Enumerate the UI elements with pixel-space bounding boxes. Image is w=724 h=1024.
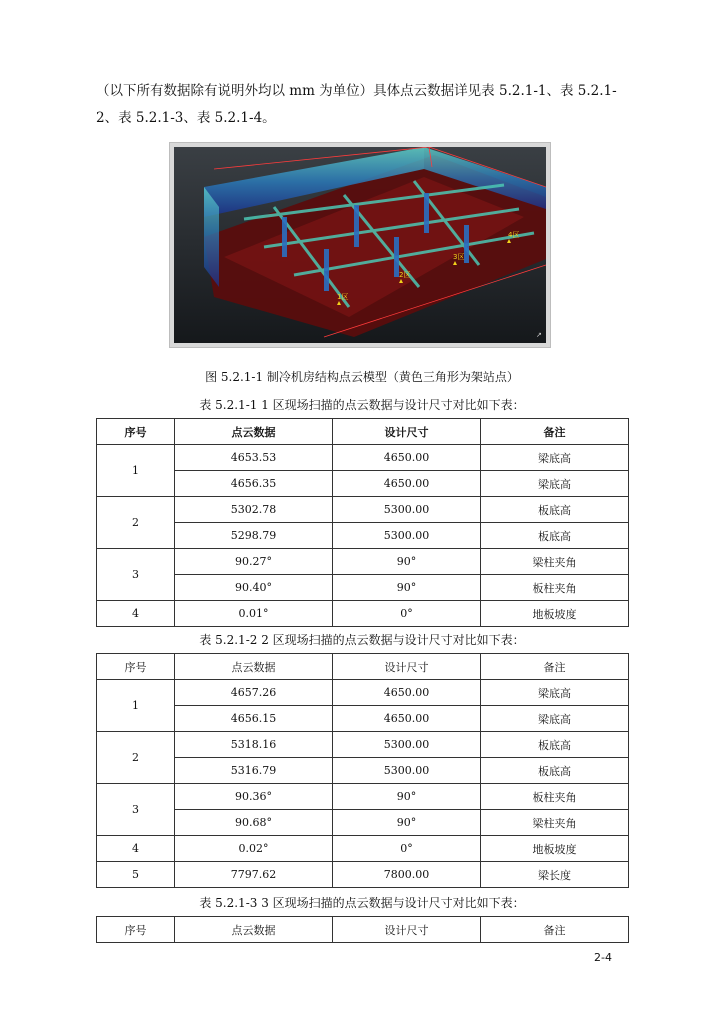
table-header-row <box>97 654 629 680</box>
point-cloud-value: 4656.15 <box>175 706 333 732</box>
row-index: 5 <box>97 862 175 888</box>
point-cloud-value: 90.36° <box>175 784 333 810</box>
remark: 梁底高 <box>481 706 629 732</box>
design-value: 7800.00 <box>333 862 481 888</box>
row-index: 1 <box>97 445 175 497</box>
remark: 梁柱夹角 <box>481 549 629 575</box>
figure-caption: 图 5.2.1-1 制冷机房结构点云模型（黄色三角形为架站点） <box>205 370 519 384</box>
table-row <box>97 575 629 601</box>
header-index: 序号 <box>97 654 175 680</box>
table-row <box>97 601 629 627</box>
row-index: 1 <box>97 680 175 732</box>
point-cloud-value: 0.01° <box>175 601 333 627</box>
design-value: 4650.00 <box>333 680 481 706</box>
header-design-size: 设计尺寸 <box>333 419 481 445</box>
table-zone-3 <box>96 916 629 943</box>
remark: 板柱夹角 <box>481 784 629 810</box>
table-row <box>97 836 629 862</box>
intro-paragraph: （以下所有数据除有说明外均以 mm 为单位）具体点云数据详见表 5.2.1-1、表 5.2.1-2、表 5.2.1-3、表 5.2.1-4。 <box>96 83 617 126</box>
point-cloud-value: 7797.62 <box>175 862 333 888</box>
design-value: 90° <box>333 810 481 836</box>
remark: 板底高 <box>481 523 629 549</box>
table-row <box>97 471 629 497</box>
row-index: 4 <box>97 601 175 627</box>
point-cloud-value: 0.02° <box>175 836 333 862</box>
table-row <box>97 732 629 758</box>
remark: 板底高 <box>481 497 629 523</box>
header-index: 序号 <box>97 419 175 445</box>
remark: 板柱夹角 <box>481 575 629 601</box>
point-cloud-value: 4656.35 <box>175 471 333 497</box>
table-header-row <box>97 419 629 445</box>
remark: 板底高 <box>481 758 629 784</box>
design-value: 5300.00 <box>333 523 481 549</box>
table-row <box>97 523 629 549</box>
header-point-cloud: 点云数据 <box>175 419 333 445</box>
design-value: 5300.00 <box>333 732 481 758</box>
header-index: 序号 <box>97 917 175 943</box>
design-value: 5300.00 <box>333 497 481 523</box>
page-number: 2-4 <box>594 951 612 964</box>
point-cloud-value: 5318.16 <box>175 732 333 758</box>
row-index: 3 <box>97 784 175 836</box>
table-row <box>97 497 629 523</box>
table3-caption: 表 5.2.1-3 3 区现场扫描的点云数据与设计尺寸对比如下表： <box>199 896 525 910</box>
header-remark: 备注 <box>481 419 629 445</box>
header-design-size: 设计尺寸 <box>333 654 481 680</box>
point-cloud-value: 90.68° <box>175 810 333 836</box>
table-row <box>97 680 629 706</box>
table-row <box>97 706 629 732</box>
point-cloud-value: 5316.79 <box>175 758 333 784</box>
remark: 梁底高 <box>481 471 629 497</box>
row-index: 4 <box>97 836 175 862</box>
point-cloud-value: 5298.79 <box>175 523 333 549</box>
remark: 地板坡度 <box>481 601 629 627</box>
remark: 地板坡度 <box>481 836 629 862</box>
design-value: 4650.00 <box>333 471 481 497</box>
zone-label-1: 1区 <box>337 293 349 301</box>
table1-caption: 表 5.2.1-1 1 区现场扫描的点云数据与设计尺寸对比如下表： <box>199 398 525 412</box>
design-value: 4650.00 <box>333 706 481 732</box>
table-zone-2 <box>96 653 629 888</box>
zone-label-4: 4区 <box>508 231 520 239</box>
design-value: 4650.00 <box>333 445 481 471</box>
table-row <box>97 784 629 810</box>
axis-gizmo-icon: ↗ <box>536 331 542 339</box>
design-value: 0° <box>333 836 481 862</box>
point-cloud-model-image <box>174 147 546 343</box>
remark: 梁底高 <box>481 445 629 471</box>
point-cloud-value: 4657.26 <box>175 680 333 706</box>
design-value: 90° <box>333 549 481 575</box>
point-cloud-figure <box>169 142 551 348</box>
table-row <box>97 445 629 471</box>
design-value: 5300.00 <box>333 758 481 784</box>
header-remark: 备注 <box>481 917 629 943</box>
design-value: 90° <box>333 575 481 601</box>
table-row <box>97 810 629 836</box>
remark: 梁柱夹角 <box>481 810 629 836</box>
table-row <box>97 758 629 784</box>
row-index: 3 <box>97 549 175 601</box>
zone-label-3: 3区 <box>453 253 465 261</box>
header-point-cloud: 点云数据 <box>175 654 333 680</box>
point-cloud-value: 4653.53 <box>175 445 333 471</box>
row-index: 2 <box>97 732 175 784</box>
point-cloud-value: 5302.78 <box>175 497 333 523</box>
header-point-cloud: 点云数据 <box>175 917 333 943</box>
header-design-size: 设计尺寸 <box>333 917 481 943</box>
point-cloud-value: 90.40° <box>175 575 333 601</box>
design-value: 0° <box>333 601 481 627</box>
row-index: 2 <box>97 497 175 549</box>
header-remark: 备注 <box>481 654 629 680</box>
table-header-row <box>97 917 629 943</box>
point-cloud-value: 90.27° <box>175 549 333 575</box>
remark: 板底高 <box>481 732 629 758</box>
remark: 梁长度 <box>481 862 629 888</box>
zone-label-2: 2区 <box>399 271 411 279</box>
table-row <box>97 549 629 575</box>
table2-caption: 表 5.2.1-2 2 区现场扫描的点云数据与设计尺寸对比如下表： <box>199 633 525 647</box>
table-row <box>97 862 629 888</box>
remark: 梁底高 <box>481 680 629 706</box>
design-value: 90° <box>333 784 481 810</box>
table-zone-1 <box>96 418 629 627</box>
